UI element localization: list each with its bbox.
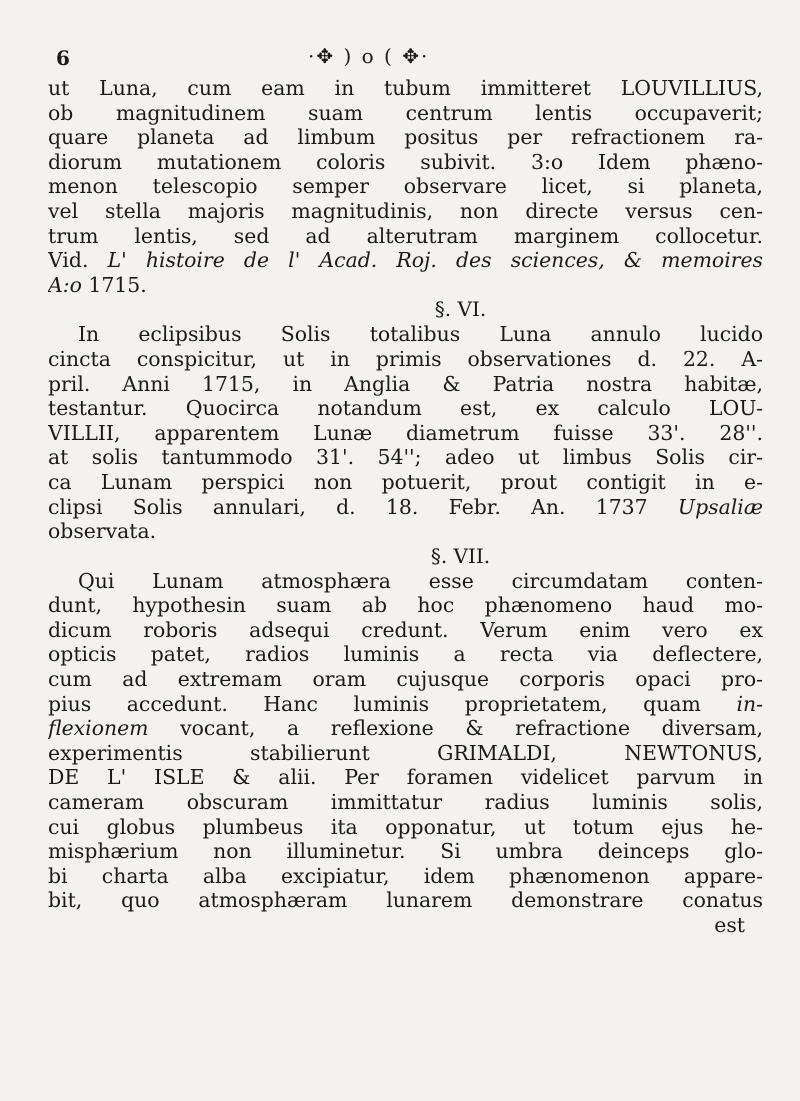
text-line: opticis patet, radios luminis a recta via deflectere, [48, 642, 763, 667]
text-line: vel stella majoris magnitudinis, non directe versus cen- [48, 198, 763, 223]
text-line: bit, quo atmosphæram lunarem demonstrare conatus [48, 888, 763, 913]
text-line: menon telescopio semper observare licet, si planeta, [48, 174, 763, 199]
reference-prefix: Vid. [48, 248, 108, 273]
catchword: est [714, 913, 745, 937]
section-heading-6: §. VI. [434, 297, 487, 322]
text-line [48, 692, 763, 717]
text-line: quare planeta ad limbum positus per refractionem ra- [48, 125, 763, 150]
text-line: experimentis stabilierunt GRIMALDI, NEWTONUS, [48, 740, 763, 765]
place-name-upsaliae: Upsaliæ [677, 494, 763, 519]
text-line: misphærium non illuminetur. Si umbra deinceps glo- [48, 839, 763, 864]
page-number: 6 [56, 46, 70, 70]
main-text [48, 76, 763, 938]
text-line: ob magnitudinem suam centrum lentis occupaverit; [48, 100, 763, 125]
text-line: Qui Lunam atmosphæra esse circumdatam conten- [78, 568, 763, 593]
text-line: In eclipsibus Solis totalibus Luna annulo lucido [78, 322, 763, 347]
text-line [48, 495, 763, 520]
reference-year-abbrev: A:o [48, 272, 82, 297]
text-line: VILLII, apparentem Lunæ diametrum fuisse 33'. 28''. [48, 420, 763, 445]
text-line: at solis tantummodo 31'. 54''; adeo ut limbus Solis cir- [48, 445, 763, 470]
text-line: cui globus plumbeus ita opponatur, ut totum ejus he- [48, 814, 763, 839]
text-line: DE L' ISLE & alii. Per foramen videlicet parvum in [48, 765, 763, 790]
text-line: trum lentis, sed ad alterutram marginem collocetur. [48, 223, 763, 248]
text-line: ut Luna, cum eam in tubum immitteret LOUVILLIUS, [48, 76, 763, 100]
section-heading-7: §. VII. [430, 543, 491, 568]
text-fragment: pius accedunt. Hanc luminis proprietatem, quam [48, 691, 737, 716]
text-line: dicum roboris adsequi credunt. Verum enim vero ex [48, 617, 763, 642]
text-line: dunt, hypothesin suam ab hoc phænomeno haud mo- [48, 593, 763, 618]
text-line: diorum mutationem coloris subivit. 3:o Idem phæno- [48, 149, 763, 174]
text-line: cincta conspicitur, ut in primis observationes d. 22. A- [48, 346, 763, 371]
text-line: observata. [48, 519, 157, 544]
text-line: testantur. Quocirca notandum est, ex calculo LOU- [48, 396, 763, 421]
reference-title: L' histoire de l' Acad. Roj. des sciences, & memoires [107, 248, 763, 273]
text-line: ca Lunam perspici non potuerit, prout contigit in e- [48, 469, 763, 494]
italic-term-flexionem: flexionem [48, 716, 149, 741]
text-fragment: clipsi Solis annulari, d. 18. Febr. An. 1737 [48, 494, 678, 519]
reference-year-line [48, 273, 763, 298]
reference-year: 1715. [81, 272, 147, 297]
book-page [48, 40, 763, 1080]
text-line: pril. Anni 1715, in Anglia & Patria nostra habitæ, [48, 371, 763, 396]
text-line: cameram obscuram immittatur radius luminis solis, [48, 790, 763, 815]
text-line: bi charta alba excipiatur, idem phænomenon appare- [48, 863, 763, 888]
reference-line [48, 248, 763, 273]
italic-term-in: in- [736, 691, 763, 716]
text-line: cum ad extremam oram cujusque corporis opaci pro- [48, 667, 763, 692]
page-header [48, 40, 763, 76]
text-line [48, 716, 763, 741]
running-head-ornament: ·✥ ) o ( ✥· [308, 44, 430, 68]
text-fragment: vocant, a reflexione & refractione diversam, [148, 716, 763, 741]
